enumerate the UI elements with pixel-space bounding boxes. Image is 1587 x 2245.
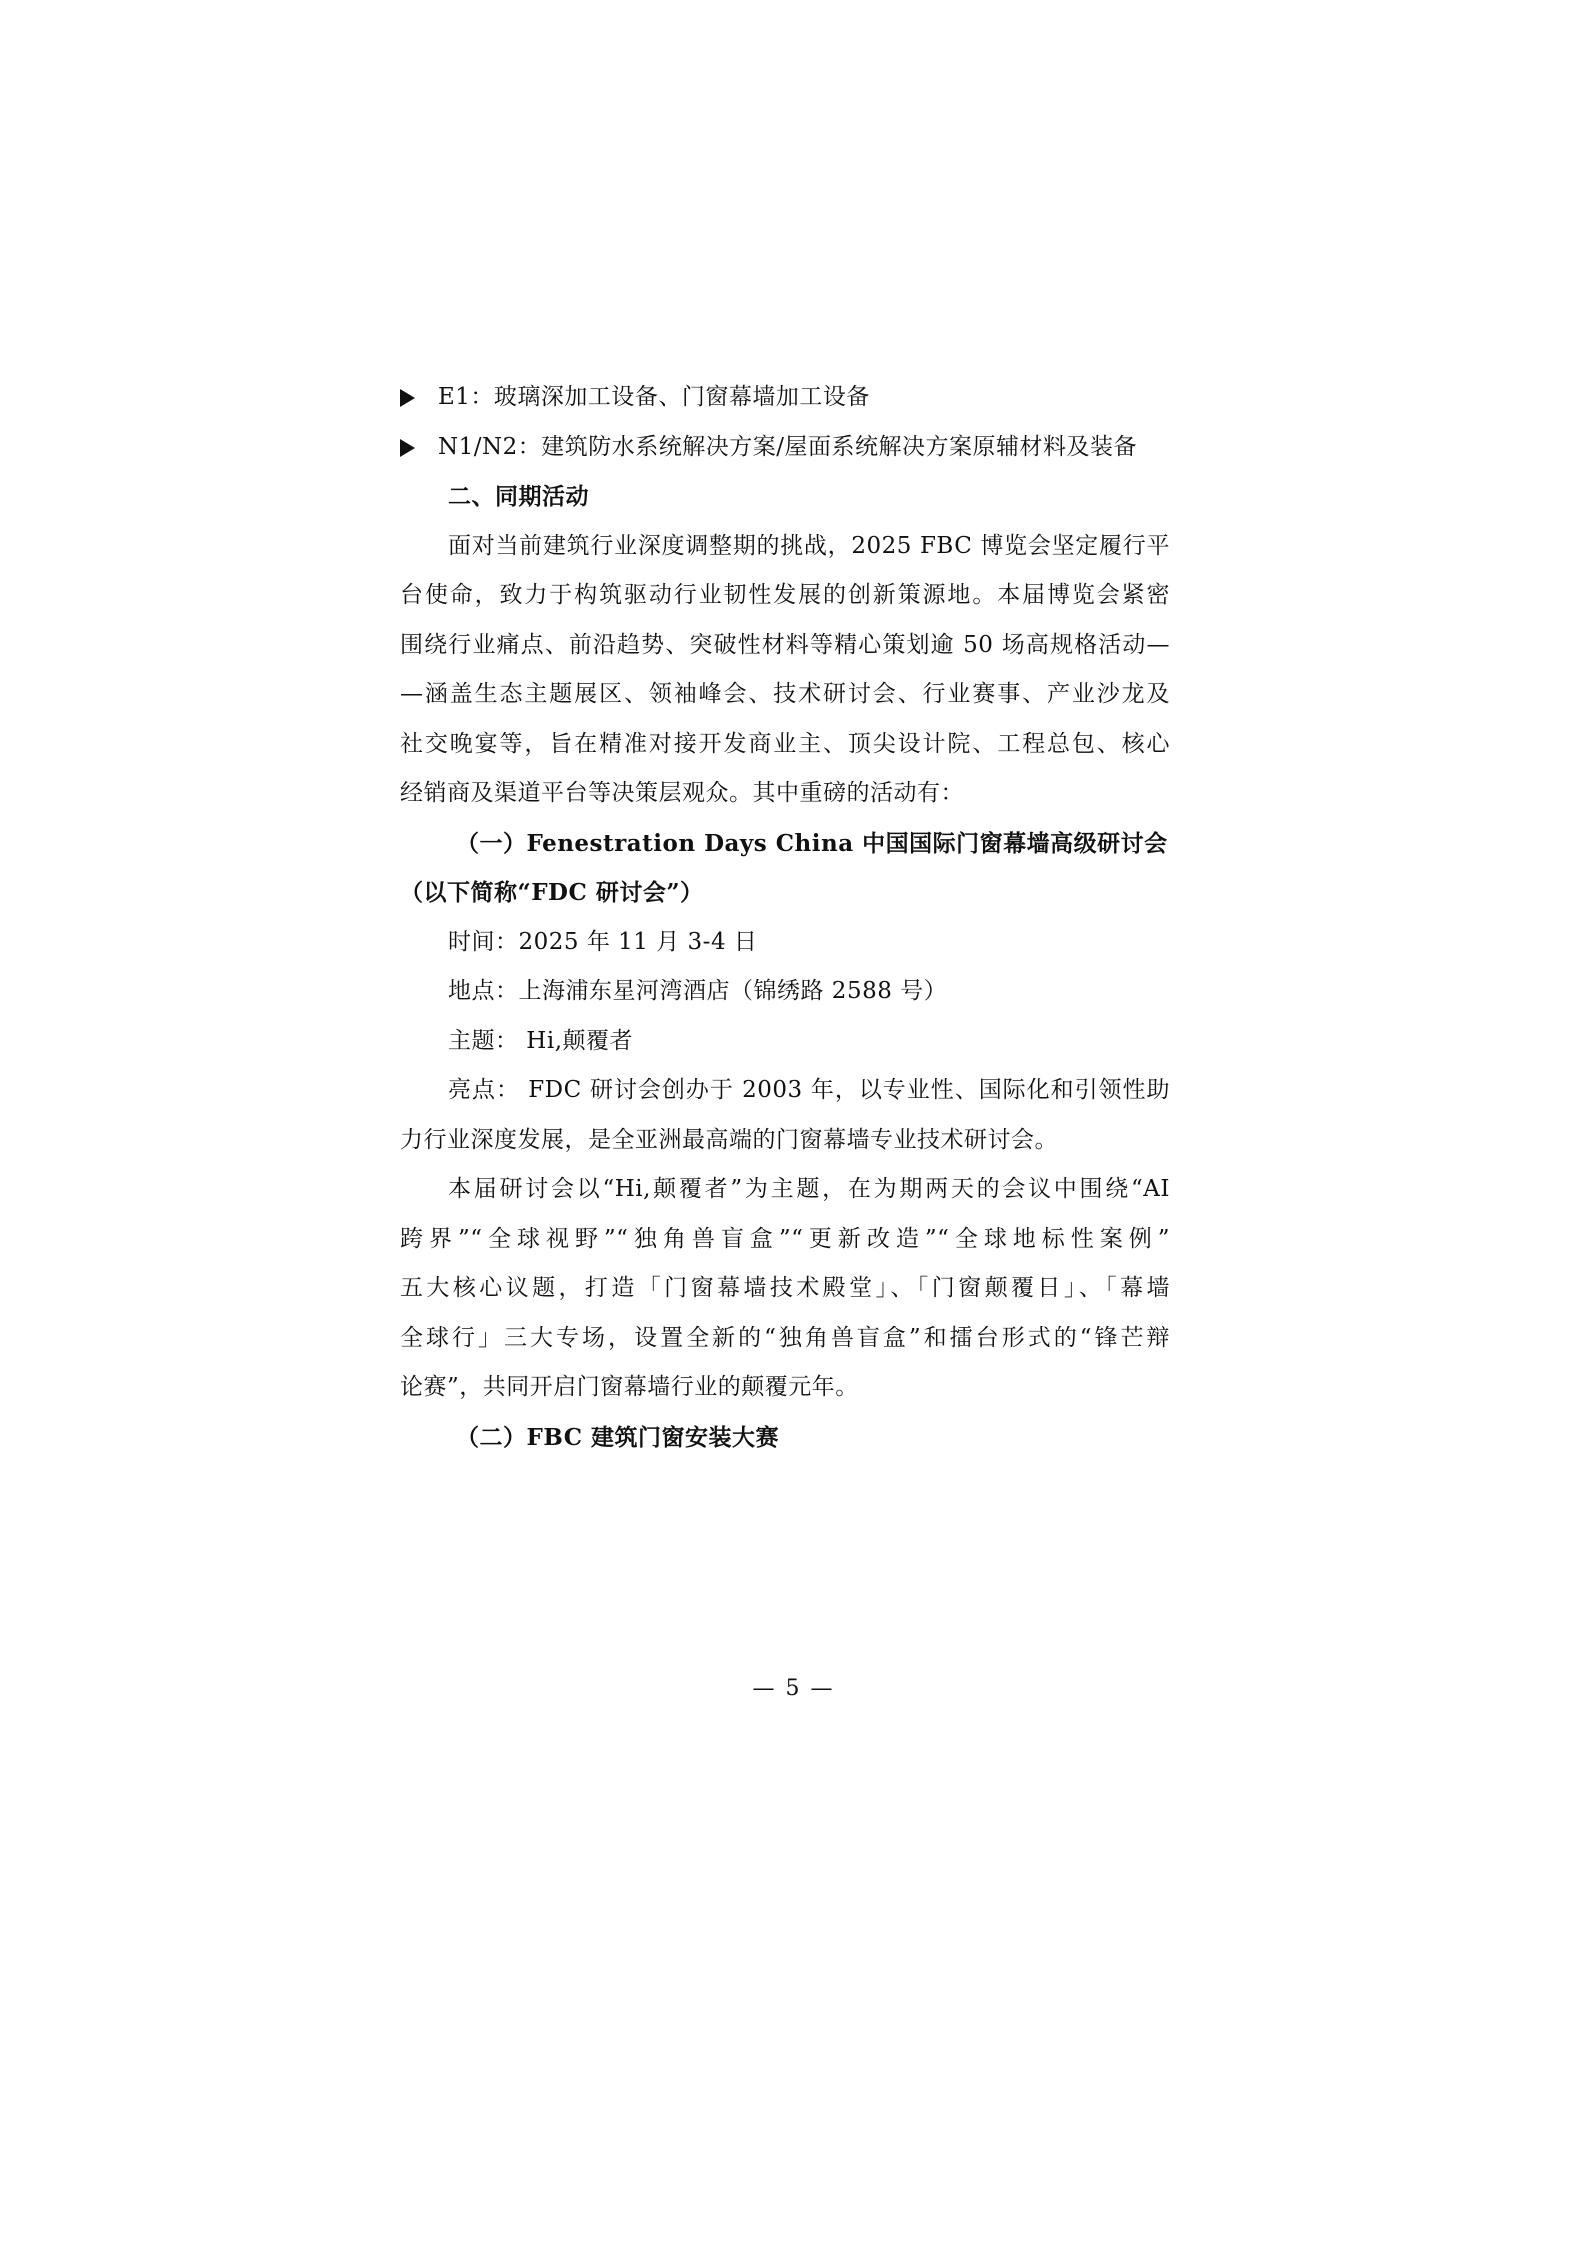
event-location: 地点：上海浦东星河湾酒店（锦绣路 2588 号）	[448, 978, 948, 1004]
bullet-item-e1	[400, 373, 1170, 423]
subsection-2-heading: （二）FBC 建筑门窗安装大赛	[456, 1423, 780, 1451]
bullet-text: E1：玻璃深加工设备、门窗幕墙加工设备	[438, 384, 870, 410]
heading-line: （一）Fenestration Days China 中国国际门窗幕墙高级研讨会	[456, 829, 1168, 857]
page-number: — 5 —	[752, 1676, 835, 1701]
theme-paragraph	[400, 1165, 1170, 1413]
intro-paragraph	[400, 522, 1170, 819]
highlight-paragraph	[400, 1066, 1170, 1165]
section-heading: 二、同期活动	[448, 483, 589, 510]
paragraph-line: 跨界”“全球视野”“独角兽盲盒”“更新改造”“全球地标性案例”	[400, 1225, 1170, 1252]
paragraph-line: —涵盖生态主题展区、领袖峰会、技术研讨会、行业赛事、产业沙龙及	[400, 681, 1170, 707]
bullet-text: N1/N2：建筑防水系统解决方案/屋面系统解决方案原辅材料及装备	[438, 433, 1138, 460]
heading-line: （以下简称“FDC 研讨会”）	[400, 879, 704, 906]
paragraph-line: 本届研讨会以“Hi,颠覆者”为主题，在为期两天的会议中围绕“AI	[448, 1176, 1170, 1202]
paragraph-line: 经销商及渠道平台等决策层观众。其中重磅的活动有：	[400, 780, 964, 806]
subsection-1-heading	[400, 819, 1170, 918]
document-body	[400, 373, 1170, 1462]
event-theme: 主题： Hi,颠覆者	[448, 1027, 634, 1054]
paragraph-line: 面对当前建筑行业深度调整期的挑战，2025 FBC 博览会坚定履行平	[448, 532, 1170, 559]
paragraph-line: 亮点： FDC 研讨会创办于 2003 年，以专业性、国际化和引领性助	[448, 1077, 1170, 1103]
paragraph-line: 全球行」三大专场，设置全新的“独角兽盲盒”和擂台形式的“锋芒辩	[400, 1324, 1170, 1351]
paragraph-line: 五大核心议题，打造「门窗幕墙技术殿堂」、「门窗颠覆日」、「幕墙	[400, 1275, 1170, 1301]
paragraph-line: 台使命，致力于构筑驱动行业韧性发展的创新策源地。本届博览会紧密	[400, 582, 1170, 608]
arrow-bullet-icon	[400, 389, 415, 407]
bullet-item-n1-n2	[400, 423, 1170, 473]
paragraph-line: 论赛”，共同开启门窗幕墙行业的颠覆元年。	[400, 1374, 859, 1400]
event-time: 时间：2025 年 11 月 3-4 日	[448, 928, 758, 955]
arrow-bullet-icon	[400, 439, 415, 457]
paragraph-line: 社交晚宴等，旨在精准对接开发商业主、顶尖设计院、工程总包、核心	[400, 730, 1170, 757]
paragraph-line: 围绕行业痛点、前沿趋势、突破性材料等精心策划逾 50 场高规格活动—	[400, 631, 1170, 658]
paragraph-line: 力行业深度发展，是全亚洲最高端的门窗幕墙专业技术研讨会。	[400, 1126, 1058, 1153]
